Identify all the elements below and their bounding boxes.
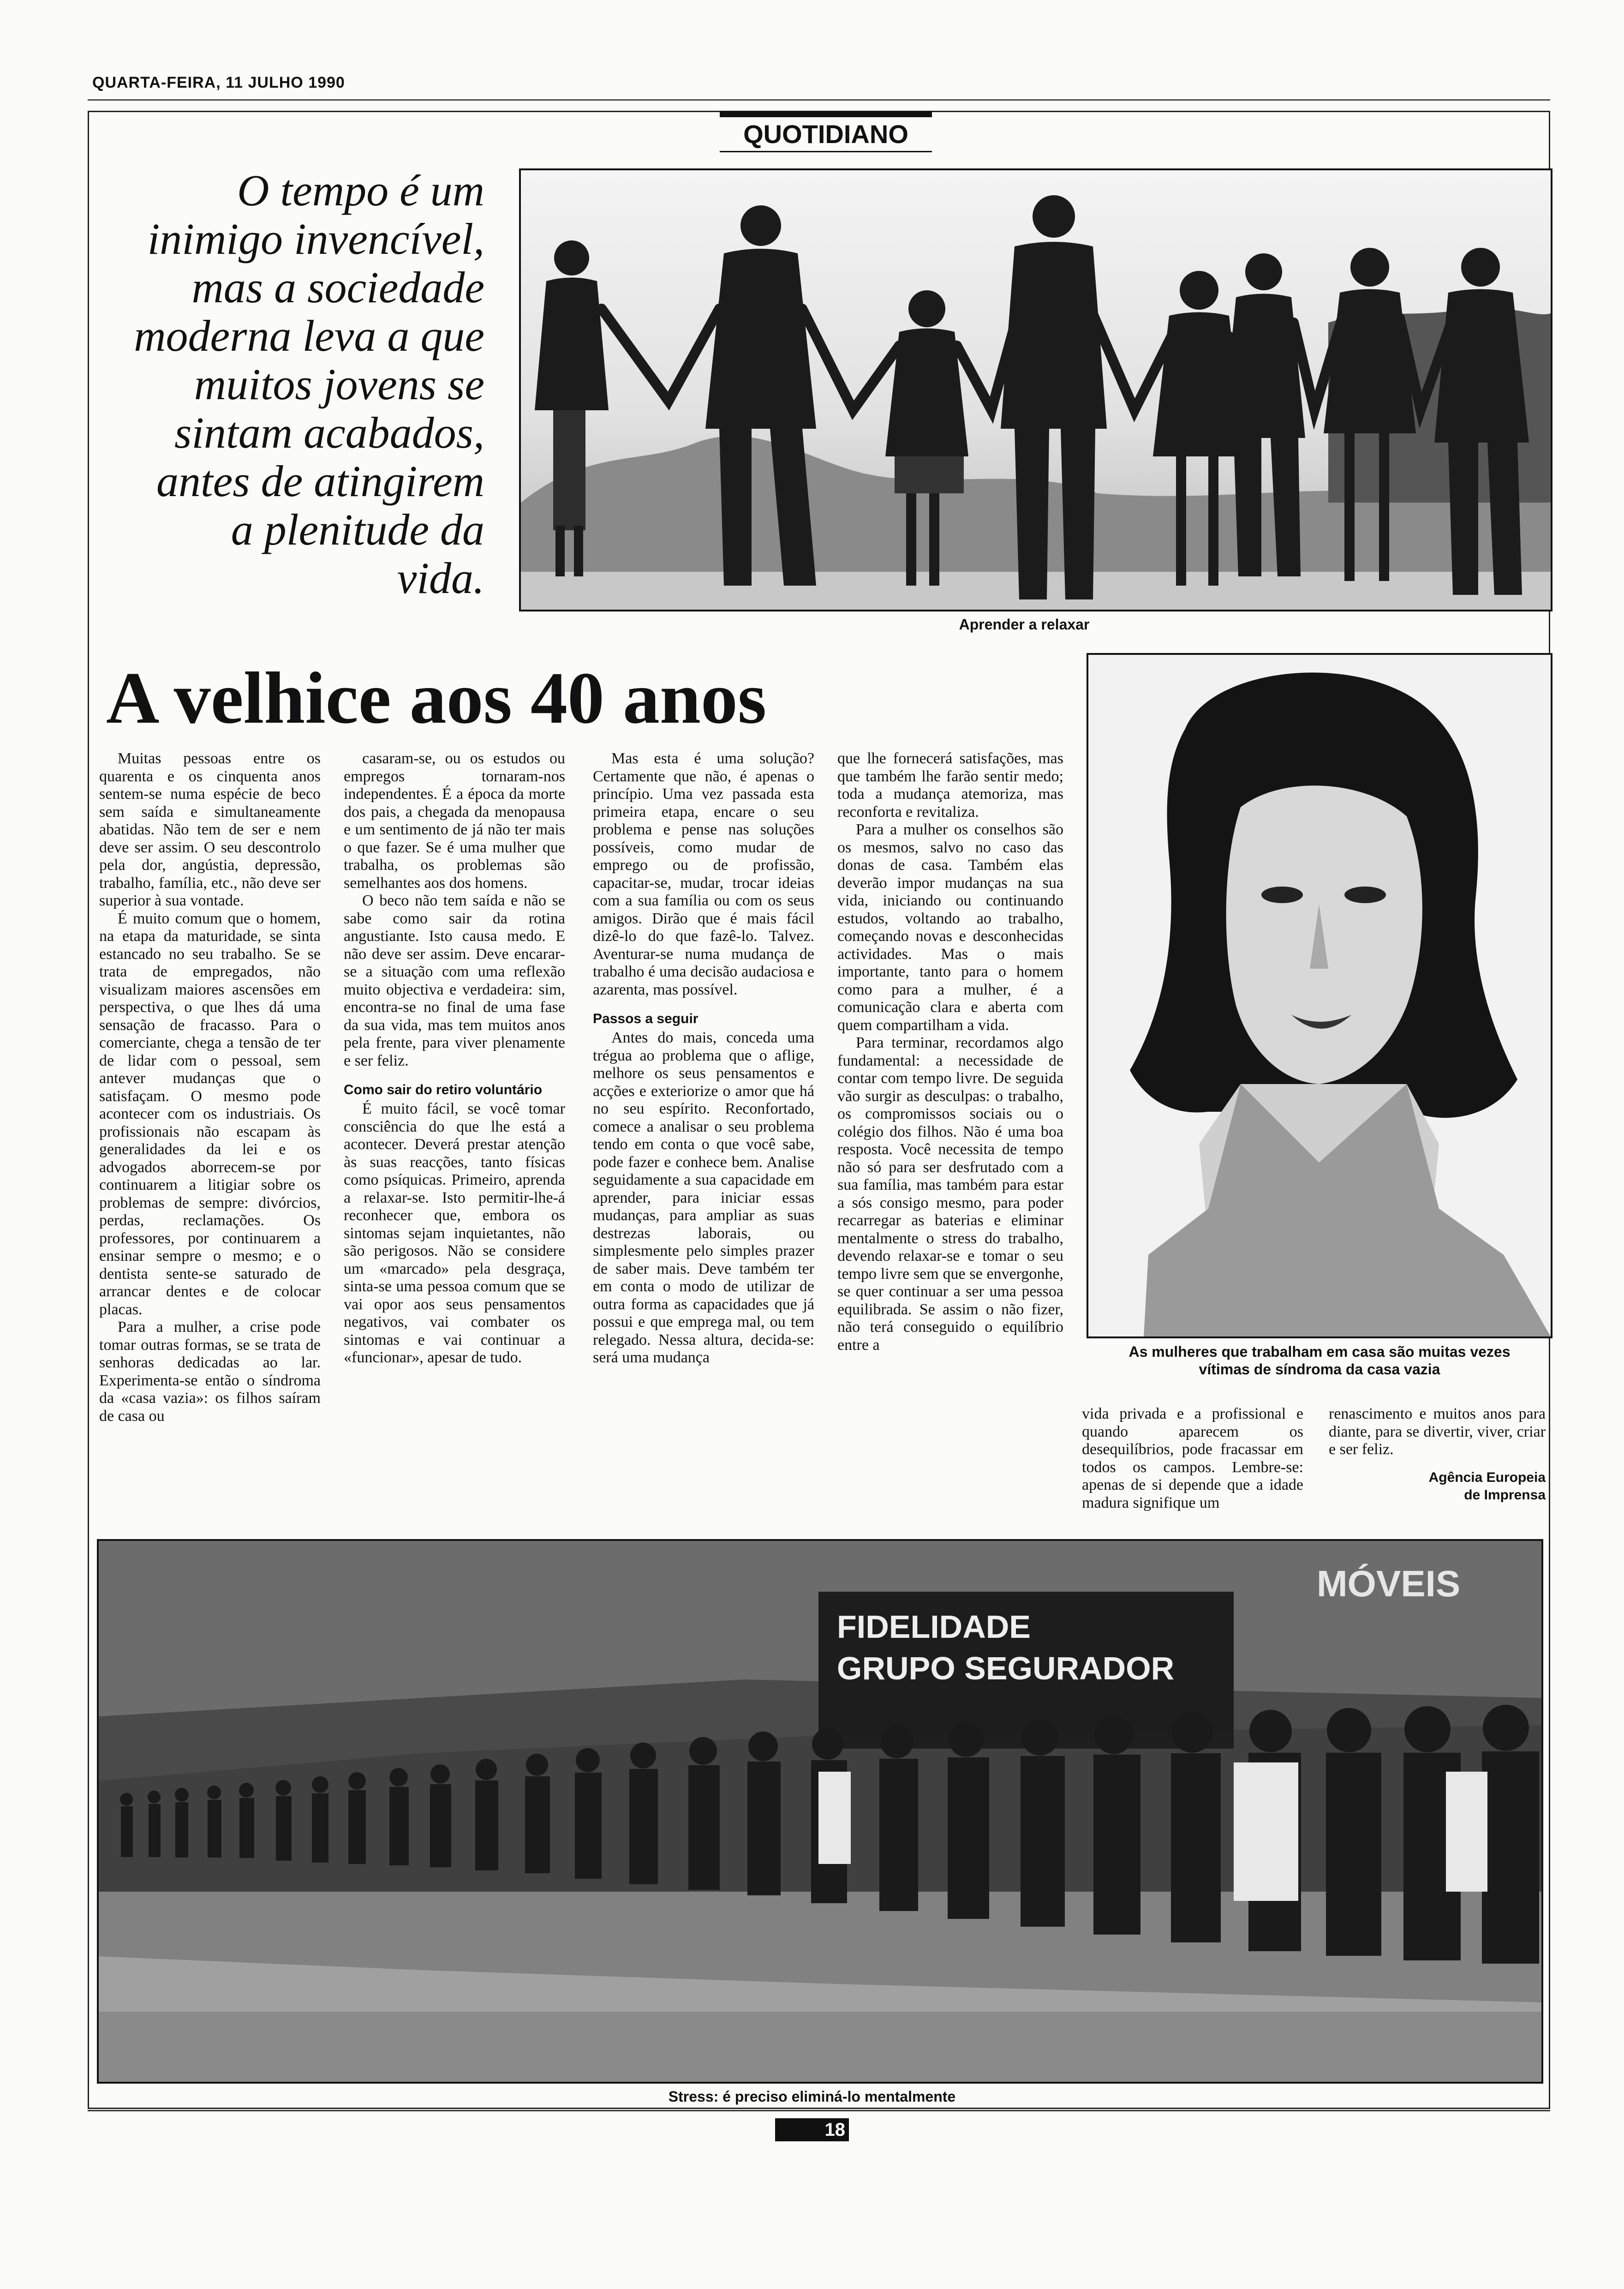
paragraph: É muito comum que o homem, na etapa da maturidade, se sinta estancado no seu trabalho. Se se trata de empregados, não visualizam maiores ascensões em perspectiva, o que lhes dá uma sensação de fracasso. Para o comerciante, chega a tensão de ter de lidar com o pessoal, sem antever mudanças que o satisfaçam. O mesmo pode acontecer com os industriais. Os profissionais não escapam às generalidades da lei e os advogados aborrecem-se por continuarem a litigiar sobre os problemas de sempre: divórcios, perdas, reclamações. Os professores, por continuarem a ensinar sempre o mesmo; e o dentista sente-se saturado de arrancar dentes e de colocar placas. <box>99 910 321 1318</box>
photo-top-caption: Aprender a relaxar <box>959 616 1090 633</box>
pull-quote-line: vida. <box>397 553 484 603</box>
pull-quote-line: sintam acabados, <box>174 408 484 457</box>
article-column-5 <box>1082 1405 1303 1512</box>
article-column-3 <box>593 750 814 1367</box>
top-rule <box>88 99 1550 101</box>
paragraph: renascimento e muitos anos para diante, para se divertir, viver, criar e ser feliz. <box>1329 1405 1546 1458</box>
article-signature <box>1329 1469 1546 1504</box>
subheading: Como sair do retiro voluntário <box>344 1082 543 1097</box>
article-column-2 <box>344 750 565 1367</box>
paragraph: Para terminar, recordamos algo fundamental: a necessidade de contar com tempo livre. De seguida vão surgir as desculpas: o trabalho, os compromissos sociais ou o colégio dos filhos. Não é uma boa resposta. Você necessita de tempo não só para ser desfrutado com a sua família, mas também para estar a sós consigo mesmo, para poder recarregar as baterias e eliminar mentalmente o stress do trabalho, devendo relaxar-se e tomar o seu tempo livre sem que se envergonhe, se quer continuar a ser uma pessoa equilibrada. Se assim o não fizer, não terá conseguido o equilíbrio entre a <box>837 1034 1063 1354</box>
pull-quote-line: antes de atingirem <box>156 456 484 506</box>
sign-fidelidade: FIDELIDADE <box>837 1609 1031 1645</box>
pull-quote-line: O tempo é um <box>237 166 484 215</box>
paragraph: que lhe fornecerá satisfações, mas que também lhe farão sentir medo; toda a mudança atemoriza, mas reconforta e revitaliza. <box>837 750 1063 821</box>
page-number-text: 18 <box>824 2120 845 2140</box>
paragraph: O beco não tem saída e não se sabe como sair da rotina angustiante. Isto causa medo. E não deve ser assim. Deve encarar-se a situação com uma reflexão muito objectiva e verdadeira: sim, encontra-se no final de uma fase da sua vida, mas tem muitos anos pela frente, para viver plenamente e ser feliz. <box>344 892 565 1069</box>
photo-queue-street-image <box>99 1541 1541 2082</box>
pull-quote-line: mas a sociedade <box>191 263 484 312</box>
article-column-4 <box>837 750 1063 1354</box>
pull-quote-line: muitos jovens se <box>194 360 484 409</box>
photo-woman-caption-line: vítimas de síndroma da casa vazia <box>1199 1361 1440 1378</box>
subheading: Passos a seguir <box>593 1011 699 1026</box>
photo-woman-caption <box>1089 1343 1550 1378</box>
paragraph: Para a mulher os conselhos são os mesmos, salvo no caso das donas de casa. Também elas deverão impor mudanças na sua vida, iniciando ou continuando estudos, voltando ao trabalho, começando novas e desconhecidas actividades. Mas o mais importante, tanto para o homem como para a mulher, é a comunicação clara e aberta com quem compartilham a vida. <box>837 821 1063 1034</box>
photo-queue-caption: Stress: é preciso eliminá-lo mentalmente <box>668 2088 956 2105</box>
signature-line: de Imprensa <box>1464 1487 1546 1503</box>
masthead-date: QUARTA-FEIRA, 11 JULHO 1990 <box>92 74 345 91</box>
sign-moveis: MÓVEIS <box>1317 1563 1461 1604</box>
paragraph: Muitas pessoas entre os quarenta e os cinquenta anos sentem-se numa espécie de beco sem saída e simultaneamente abatidas. Não tem de ser e nem deve ser assim. O seu descontrolo pela dor, angústia, depressão, trabalho, família, etc., não deve ser superior à sua vontade. <box>99 750 321 909</box>
pull-quote-line: inimigo invencível, <box>147 214 484 264</box>
paragraph: casaram-se, ou os estudos ou empregos tornaram-nos independentes. É a época da morte dos pais, a chegada da menopausa e um sentimento de já não ter mais o que fazer. Se é uma mulher que trabalha, os problemas são semelhantes aos dos homens. <box>344 750 565 892</box>
photo-woman-portrait-image <box>1088 655 1551 1336</box>
article-column-1 <box>99 750 321 1425</box>
pull-quote-line: a plenitude da <box>231 505 484 554</box>
bottom-rule <box>88 2110 1550 2111</box>
paragraph: Para a mulher, a crise pode tomar outras formas, se se trata de senhoras dedicadas ao lar. Experimenta-se então o síndroma da «casa vazia»: os filhos saíram de casa ou <box>99 1318 321 1425</box>
pull-quote-line: moderna leva a que <box>134 311 484 360</box>
photo-woman-caption-line: As mulheres que trabalham em casa são muitas vezes <box>1128 1343 1511 1360</box>
photo-group-holding-hands <box>519 168 1552 611</box>
article-headline: A velhice aos 40 anos <box>106 657 767 739</box>
pull-quote <box>97 166 484 602</box>
article-column-6 <box>1329 1405 1546 1504</box>
page-number <box>775 2118 849 2141</box>
photo-queue-street <box>97 1539 1543 2084</box>
photo-group-holding-hands-image <box>521 170 1551 610</box>
paragraph: Mas esta é uma solução? Certamente que não, é apenas o princípio. Uma vez passada esta primeira etapa, encare o seu problema e pense nas soluções possíveis, como mudar de emprego ou de profissão, capacitar-se, mudar, trocar ideias com a sua família ou com os seus amigos. Dirão que é mais fácil dizê-lo do que fazê-lo. Talvez. Aventurar-se numa mudança de trabalho é uma decisão audaciosa e azarenta, mas possível. <box>593 750 814 998</box>
paragraph: vida privada e a profissional e quando aparecem os desequilíbrios, pode fracassar em todos os campos. Lembre-se: apenas de si depende que a idade madura signifique um <box>1082 1405 1303 1511</box>
signature-line: Agência Europeia <box>1428 1469 1546 1485</box>
section-label: QUOTIDIANO <box>720 111 932 152</box>
photo-woman-portrait <box>1087 653 1552 1338</box>
paragraph: Antes do mais, conceda uma trégua ao problema que o aflige, melhore os seus pensamentos e acções e exteriorize o amor que há no seu espírito. Reconfortado, comece a analisar o seu problema tendo em conta o que você sabe, pode fazer e conhece bem. Analise seguidamente a sua capacidade em aprender, para iniciar essas mudanças, para ampliar as suas destrezas laborais, ou simplesmente pelo simples prazer de saber mais. Deve também ter em conta o modo de utilizar de outra forma as capacidades que já possui e que emprega mal, ou tem relegado. Nessa altura, decida-se: será uma mudança <box>593 1029 814 1366</box>
sign-grupo-segurador: GRUPO SEGURADOR <box>837 1650 1175 1686</box>
paragraph: É muito fácil, se você tomar consciência do que lhe está a acontecer. Deverá prestar atenção às suas reacções, tanto físicas como psíquicas. Primeiro, aprenda a relaxar-se. Isto permitir-lhe-á reconhecer que, embora os sintomas sejam inquietantes, não são perigosos. Não se considere um «marcado» pela desgraça, sinta-se uma pessoa comum que se vai opor aos seus pensamentos negativos, vai combater os sintomas e vai continuar a «funcionar», apesar de tudo. <box>344 1100 565 1366</box>
